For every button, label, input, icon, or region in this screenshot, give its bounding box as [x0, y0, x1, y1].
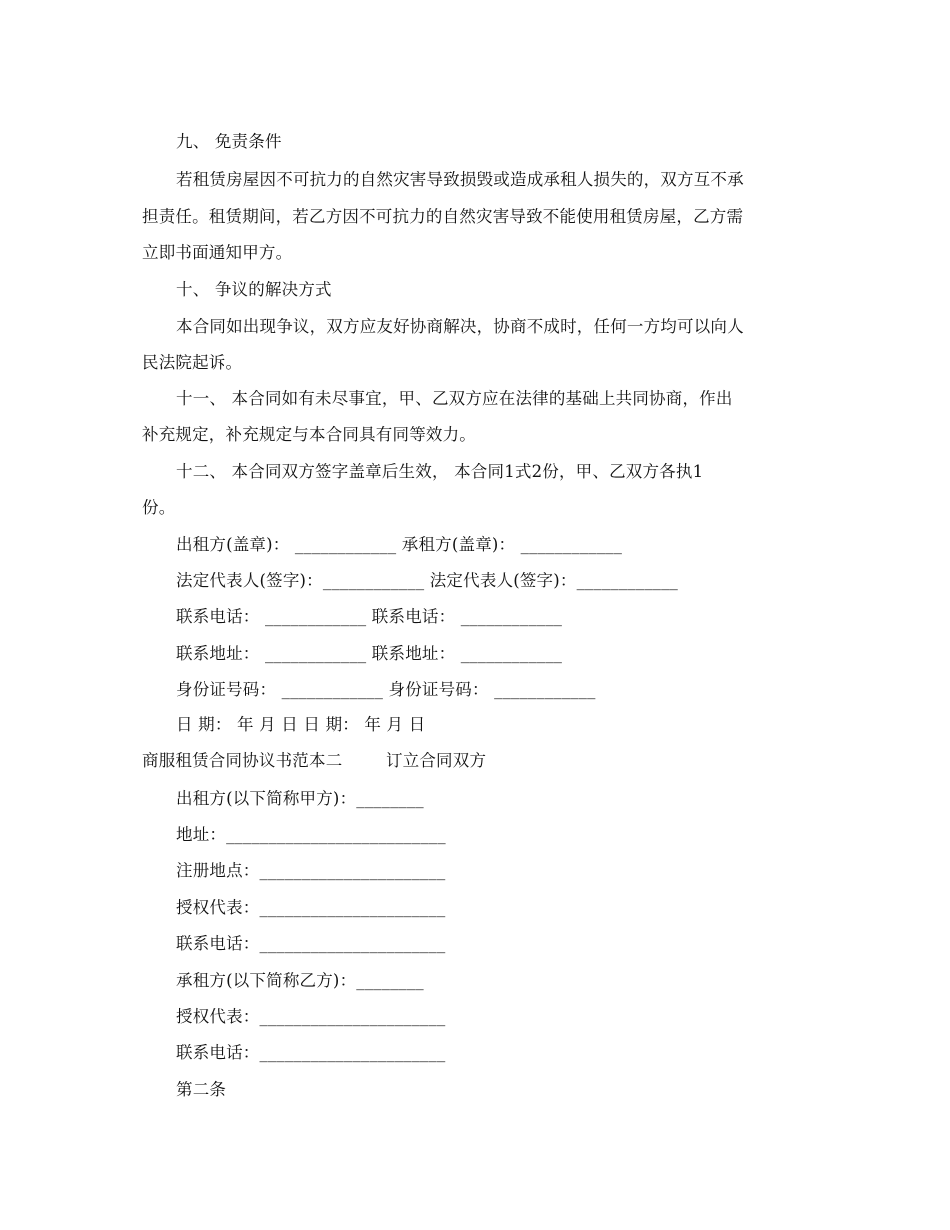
- section-9-text-line-1: 若租赁房屋因不可抗力的自然灾害导致损毁或造成承租人损失的，双方互不承: [176, 170, 744, 189]
- lessee-authorized-rep-field: 授权代表：______________________: [176, 1007, 446, 1026]
- signature-seal-line: 出租方(盖章)： ____________ 承租方(盖章)： ____________: [176, 535, 623, 554]
- lessor-registered-address-field: 注册地点：______________________: [176, 861, 446, 880]
- lessee-field: 承租方(以下简称乙方)：________: [176, 971, 424, 990]
- section-9-heading: 九、 免责条件: [176, 132, 282, 151]
- section-9-text-line-2: 担责任。租赁期间，若乙方因不可抗力的自然灾害导致不能使用租赁房屋，乙方需: [142, 207, 744, 226]
- date-line: 日 期： 年 月 日 日 期： 年 月 日: [176, 715, 426, 734]
- legal-representative-line: 法定代表人(签字)：____________ 法定代表人(签字)：____________: [176, 571, 678, 590]
- section-9-text-line-3: 立即书面通知甲方。: [142, 243, 293, 262]
- address-line: 联系地址： ____________ 联系地址： ____________: [176, 644, 563, 663]
- section-10-text-line-1: 本合同如出现争议，双方应友好协商解决，协商不成时，任何一方均可以向人: [176, 317, 744, 336]
- id-number-line: 身份证号码： ____________ 身份证号码： ____________: [176, 680, 596, 699]
- template-2-title: 商服租赁合同协议书范本二 订立合同双方: [142, 751, 487, 770]
- section-10-heading: 十、 争议的解决方式: [176, 280, 332, 299]
- section-12-text-line-2: 份。: [142, 498, 176, 517]
- lessor-phone-field: 联系电话：______________________: [176, 934, 446, 953]
- phone-line: 联系电话： ____________ 联系电话： ____________: [176, 607, 563, 626]
- section-10-text-line-2: 民法院起诉。: [142, 353, 243, 372]
- section-11-text-line-1: 十一、 本合同如有未尽事宜，甲、乙双方应在法律的基础上共同协商，作出: [176, 389, 733, 408]
- lessee-phone-field: 联系电话：______________________: [176, 1043, 446, 1062]
- lessor-address-field: 地址：__________________________: [176, 825, 446, 844]
- lessor-field: 出租方(以下简称甲方)：________: [176, 789, 424, 808]
- section-11-text-line-2: 补充规定，补充规定与本合同具有同等效力。: [142, 425, 476, 444]
- lessor-authorized-rep-field: 授权代表：______________________: [176, 898, 446, 917]
- section-12-text-line-1: 十二、 本合同双方签字盖章后生效， 本合同1式2份，甲、乙双方各执1: [176, 462, 704, 481]
- article-2-heading: 第二条: [176, 1080, 227, 1099]
